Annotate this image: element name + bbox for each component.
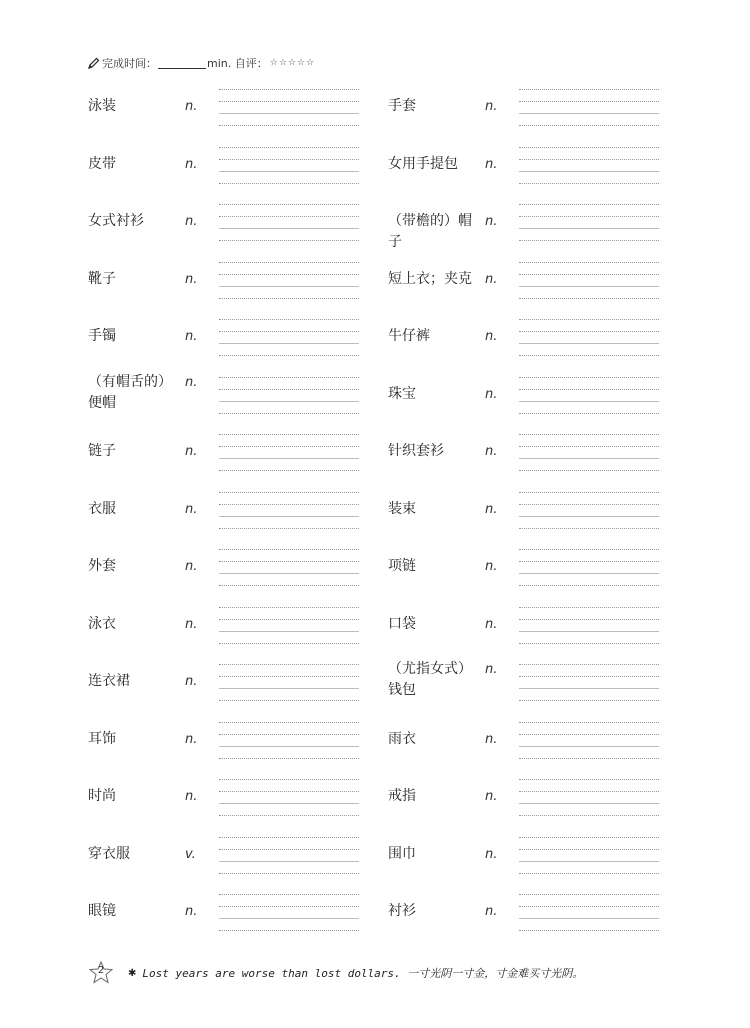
vocabulary-entry <box>388 425 688 482</box>
part-of-speech: n. <box>185 329 198 344</box>
writing-rule <box>219 815 359 816</box>
writing-lines[interactable] <box>519 607 659 655</box>
chinese-term-line: 穿衣服 <box>88 845 130 862</box>
writing-rule <box>219 676 359 677</box>
writing-rule <box>519 183 659 184</box>
writing-lines[interactable] <box>219 147 359 195</box>
writing-rule <box>519 746 659 747</box>
completion-time-label: 完成时间： <box>102 57 157 70</box>
writing-rule <box>519 688 659 689</box>
writing-rule <box>519 147 659 148</box>
vocabulary-entry <box>88 195 388 252</box>
writing-rule <box>519 664 659 665</box>
chinese-term <box>88 154 180 175</box>
part-of-speech: v. <box>185 846 196 862</box>
writing-rule <box>219 355 359 356</box>
vocabulary-entry <box>388 713 688 770</box>
chinese-term <box>88 211 180 232</box>
writing-rule <box>219 298 359 299</box>
part-of-speech: n. <box>485 329 498 344</box>
writing-rule <box>219 873 359 874</box>
writing-rule <box>519 355 659 356</box>
writing-rule <box>219 413 359 414</box>
part-of-speech: n. <box>185 214 198 229</box>
part-of-speech: n. <box>185 271 198 287</box>
writing-rule <box>519 815 659 816</box>
asterisk-icon: ✱ <box>128 967 137 979</box>
vocabulary-entry <box>88 138 388 195</box>
vocabulary-entry <box>388 828 688 885</box>
writing-rule <box>219 849 359 850</box>
writing-rule <box>519 631 659 632</box>
chinese-term-line: 女式衬衫 <box>88 213 144 229</box>
chinese-term-line: （尤指女式） <box>388 661 472 677</box>
chinese-term-line: （带檐的）帽子 <box>388 213 472 250</box>
pencil-icon <box>88 57 100 69</box>
chinese-term-line: 口袋 <box>388 615 416 632</box>
writing-lines[interactable] <box>519 492 659 540</box>
writing-rule <box>519 389 659 390</box>
chinese-term-line: 围巾 <box>388 845 416 862</box>
writing-rule <box>219 286 359 287</box>
writing-lines[interactable] <box>219 549 359 597</box>
writing-rule <box>219 894 359 895</box>
writing-rule <box>519 734 659 735</box>
chinese-term-line: 时尚 <box>88 788 116 804</box>
writing-rule <box>519 849 659 850</box>
vocabulary-entry <box>388 195 688 252</box>
page-footer <box>88 958 583 988</box>
writing-rule <box>219 861 359 862</box>
writing-rule <box>219 377 359 378</box>
chinese-term <box>388 384 480 405</box>
chinese-term <box>88 844 180 865</box>
chinese-term-line: 皮带 <box>88 155 116 172</box>
vocabulary-entry <box>388 655 688 712</box>
chinese-term <box>88 786 180 807</box>
writing-rule <box>519 101 659 102</box>
chinese-term-line: 珠宝 <box>388 385 416 402</box>
writing-rule <box>519 722 659 723</box>
writing-rule <box>519 758 659 759</box>
chinese-term <box>388 269 480 290</box>
part-of-speech: n. <box>185 731 198 747</box>
writing-rule <box>519 446 659 447</box>
vocabulary-entry <box>388 598 688 655</box>
writing-rule <box>219 803 359 804</box>
part-of-speech: n. <box>185 674 198 689</box>
part-of-speech: n. <box>485 559 498 574</box>
part-of-speech: n. <box>185 444 198 459</box>
part-of-speech: n. <box>485 156 498 172</box>
vocabulary-entry <box>388 770 688 827</box>
part-of-speech: n. <box>185 156 198 172</box>
writing-rule <box>519 331 659 332</box>
part-of-speech: n. <box>485 731 498 747</box>
writing-rule <box>219 722 359 723</box>
writing-rule <box>219 446 359 447</box>
writing-lines[interactable] <box>219 894 359 942</box>
vocabulary-entry <box>388 885 688 942</box>
part-of-speech: n. <box>485 789 498 804</box>
chinese-term <box>388 729 480 750</box>
writing-lines[interactable] <box>219 89 359 137</box>
chinese-term-line: （有帽舌的） <box>88 373 172 390</box>
writing-rule <box>519 549 659 550</box>
writing-lines[interactable] <box>219 837 359 885</box>
writing-rule <box>219 434 359 435</box>
chinese-term-line: 靴子 <box>88 270 116 287</box>
writing-lines[interactable] <box>519 722 659 770</box>
writing-lines[interactable] <box>219 319 359 367</box>
vocabulary-entry <box>88 770 388 827</box>
writing-lines[interactable] <box>519 837 659 885</box>
vocabulary-entry <box>88 598 388 655</box>
chinese-term-line: 项链 <box>388 558 416 574</box>
writing-lines[interactable] <box>519 204 659 252</box>
chinese-term-line: 短上衣；夹克 <box>388 270 472 287</box>
chinese-term <box>388 659 480 701</box>
writing-rule <box>519 274 659 275</box>
writing-rule <box>219 746 359 747</box>
writing-lines[interactable] <box>219 722 359 770</box>
chinese-term <box>388 326 480 347</box>
chinese-term <box>88 441 180 462</box>
writing-rule <box>519 906 659 907</box>
writing-rule <box>219 585 359 586</box>
vocabulary-entry <box>388 310 688 367</box>
writing-rule <box>219 643 359 644</box>
chinese-term <box>388 844 480 865</box>
writing-rule <box>219 331 359 332</box>
writing-rule <box>219 549 359 550</box>
writing-rule <box>519 458 659 459</box>
writing-rule <box>219 700 359 701</box>
chinese-term <box>88 901 180 922</box>
writing-rule <box>219 573 359 574</box>
writing-rule <box>519 298 659 299</box>
writing-rule <box>519 573 659 574</box>
vocabulary-entry <box>88 310 388 367</box>
writing-rule <box>219 101 359 102</box>
writing-rule <box>519 319 659 320</box>
writing-rule <box>219 528 359 529</box>
writing-rule <box>219 274 359 275</box>
writing-rule <box>219 262 359 263</box>
writing-lines[interactable] <box>219 664 359 712</box>
writing-rule <box>519 918 659 919</box>
chinese-term-line: 便帽 <box>88 394 116 411</box>
chinese-term <box>88 729 180 750</box>
vocabulary-entry <box>88 713 388 770</box>
chinese-term <box>388 211 480 253</box>
writing-rule <box>519 125 659 126</box>
writing-rule <box>219 664 359 665</box>
part-of-speech: n. <box>485 271 498 287</box>
writing-lines[interactable] <box>519 377 659 425</box>
chinese-term-line: 外套 <box>88 558 116 574</box>
writing-rule <box>519 791 659 792</box>
vocabulary-entry <box>388 483 688 540</box>
writing-rule <box>519 413 659 414</box>
chinese-term-line: 链子 <box>88 443 116 459</box>
writing-rule <box>519 204 659 205</box>
self-rating-stars[interactable]: ☆☆☆☆☆ <box>269 58 316 68</box>
vocabulary-entry <box>88 80 388 137</box>
part-of-speech: n. <box>485 99 498 114</box>
part-of-speech: n. <box>485 501 498 517</box>
writing-rule <box>519 894 659 895</box>
writing-rule <box>519 470 659 471</box>
writing-rule <box>519 504 659 505</box>
part-of-speech: n. <box>185 501 198 517</box>
part-of-speech: n. <box>185 374 198 390</box>
chinese-term <box>88 614 180 635</box>
writing-rule <box>219 930 359 931</box>
writing-rule <box>519 516 659 517</box>
writing-rule <box>519 803 659 804</box>
chinese-term-line: 衣服 <box>88 500 116 517</box>
chinese-term <box>388 901 480 922</box>
writing-rule <box>519 216 659 217</box>
writing-lines[interactable] <box>519 147 659 195</box>
writing-rule <box>219 906 359 907</box>
writing-rule <box>519 343 659 344</box>
writing-rule <box>519 585 659 586</box>
writing-lines[interactable] <box>519 89 659 137</box>
writing-rule <box>519 700 659 701</box>
writing-rule <box>219 171 359 172</box>
writing-rule <box>219 113 359 114</box>
part-of-speech: n. <box>185 99 198 114</box>
writing-lines[interactable] <box>219 492 359 540</box>
chinese-term-line: 装束 <box>388 500 416 517</box>
writing-rule <box>219 561 359 562</box>
writing-lines[interactable] <box>519 549 659 597</box>
writing-lines[interactable] <box>219 262 359 310</box>
chinese-term-line: 手套 <box>388 98 416 114</box>
writing-rule <box>519 779 659 780</box>
writing-rule <box>219 631 359 632</box>
writing-rule <box>219 401 359 402</box>
part-of-speech: n. <box>485 846 498 862</box>
writing-rule <box>219 619 359 620</box>
vocabulary-entry <box>88 483 388 540</box>
page-number: 2 <box>97 965 105 976</box>
chinese-term <box>388 786 480 807</box>
chinese-term-line: 针织套衫 <box>388 443 444 459</box>
writing-rule <box>219 319 359 320</box>
writing-rule <box>219 240 359 241</box>
writing-rule <box>519 492 659 493</box>
writing-lines[interactable] <box>219 779 359 827</box>
writing-rule <box>519 228 659 229</box>
chinese-term <box>388 96 480 117</box>
vocabulary-entry <box>388 368 688 425</box>
writing-rule <box>519 837 659 838</box>
writing-lines[interactable] <box>219 434 359 482</box>
chinese-term-line: 雨衣 <box>388 730 416 747</box>
writing-rule <box>219 343 359 344</box>
chinese-term <box>88 326 180 347</box>
writing-rule <box>519 262 659 263</box>
writing-rule <box>219 758 359 759</box>
writing-rule <box>219 458 359 459</box>
writing-rule <box>219 734 359 735</box>
part-of-speech: n. <box>485 444 498 459</box>
part-of-speech: n. <box>485 214 498 229</box>
writing-lines[interactable] <box>519 262 659 310</box>
part-of-speech: n. <box>485 386 498 402</box>
writing-rule <box>519 861 659 862</box>
writing-rule <box>219 779 359 780</box>
writing-rule <box>219 159 359 160</box>
writing-rule <box>219 516 359 517</box>
writing-rule <box>219 791 359 792</box>
vocabulary-entry <box>88 885 388 942</box>
writing-lines[interactable] <box>519 664 659 712</box>
part-of-speech: n. <box>485 904 498 919</box>
writing-rule <box>219 147 359 148</box>
writing-rule <box>219 607 359 608</box>
writing-lines[interactable] <box>519 779 659 827</box>
writing-rule <box>519 434 659 435</box>
writing-lines[interactable] <box>219 204 359 252</box>
page-number-badge <box>88 960 114 986</box>
writing-rule <box>219 204 359 205</box>
chinese-term-line: 手镯 <box>88 328 116 344</box>
writing-rule <box>519 89 659 90</box>
vocabulary-entry <box>88 253 388 310</box>
footer-quote: Lost years are worse than lost dollars. 一寸光阴一寸金，寸金难买寸光阴。 <box>142 967 584 980</box>
time-unit-label: min. 自评： <box>207 57 268 70</box>
chinese-term <box>88 556 180 577</box>
vocabulary-entry <box>88 540 388 597</box>
writing-rule <box>519 240 659 241</box>
chinese-term <box>388 556 480 577</box>
chinese-term <box>88 96 180 117</box>
writing-rule <box>219 470 359 471</box>
writing-rule <box>219 183 359 184</box>
writing-rule <box>219 492 359 493</box>
writing-rule <box>519 930 659 931</box>
chinese-term-line: 眼镜 <box>88 903 116 919</box>
part-of-speech: n. <box>485 616 498 632</box>
writing-rule <box>219 216 359 217</box>
writing-lines[interactable] <box>219 607 359 655</box>
writing-rule <box>519 113 659 114</box>
writing-rule <box>519 401 659 402</box>
writing-rule <box>219 89 359 90</box>
writing-rule <box>519 286 659 287</box>
writing-lines[interactable] <box>519 894 659 942</box>
part-of-speech: n. <box>185 559 198 574</box>
writing-rule <box>219 837 359 838</box>
writing-rule <box>519 159 659 160</box>
chinese-term <box>388 499 480 520</box>
part-of-speech: n. <box>485 662 498 677</box>
writing-rule <box>519 377 659 378</box>
writing-rule <box>219 504 359 505</box>
chinese-term <box>388 614 480 635</box>
writing-rule <box>519 643 659 644</box>
part-of-speech: n. <box>185 616 198 632</box>
chinese-term <box>388 154 480 175</box>
writing-lines[interactable] <box>519 319 659 367</box>
vocabulary-entry <box>388 80 688 137</box>
chinese-term <box>88 372 180 414</box>
vocabulary-entry <box>388 540 688 597</box>
writing-lines[interactable] <box>519 434 659 482</box>
worksheet-header <box>88 55 315 71</box>
chinese-term <box>388 441 480 462</box>
writing-rule <box>219 389 359 390</box>
chinese-term-line: 女用手提包 <box>388 155 458 172</box>
chinese-term-line: 戒指 <box>388 788 416 804</box>
chinese-term <box>88 671 180 692</box>
vocabulary-entry <box>88 655 388 712</box>
vocabulary-entry <box>88 828 388 885</box>
writing-rule <box>519 619 659 620</box>
writing-rule <box>519 171 659 172</box>
chinese-term-line: 衬衫 <box>388 903 416 919</box>
vocabulary-entry <box>388 138 688 195</box>
part-of-speech: n. <box>185 789 198 804</box>
writing-lines[interactable] <box>219 377 359 425</box>
writing-rule <box>519 561 659 562</box>
vocabulary-entry <box>88 368 388 425</box>
chinese-term <box>88 499 180 520</box>
writing-rule <box>519 528 659 529</box>
chinese-term-line: 连衣裙 <box>88 673 130 689</box>
chinese-term-line: 泳装 <box>88 98 116 114</box>
vocabulary-entry <box>88 425 388 482</box>
completion-time-blank[interactable] <box>158 58 206 69</box>
chinese-term-line: 牛仔裤 <box>388 328 430 344</box>
writing-rule <box>219 125 359 126</box>
vocabulary-entry <box>388 253 688 310</box>
chinese-term <box>88 269 180 290</box>
chinese-term-line: 泳衣 <box>88 615 116 632</box>
writing-rule <box>519 607 659 608</box>
chinese-term-line: 钱包 <box>388 682 416 698</box>
writing-rule <box>219 228 359 229</box>
chinese-term-line: 耳饰 <box>88 730 116 747</box>
writing-rule <box>219 688 359 689</box>
part-of-speech: n. <box>185 904 198 919</box>
writing-rule <box>519 676 659 677</box>
writing-rule <box>219 918 359 919</box>
writing-rule <box>519 873 659 874</box>
